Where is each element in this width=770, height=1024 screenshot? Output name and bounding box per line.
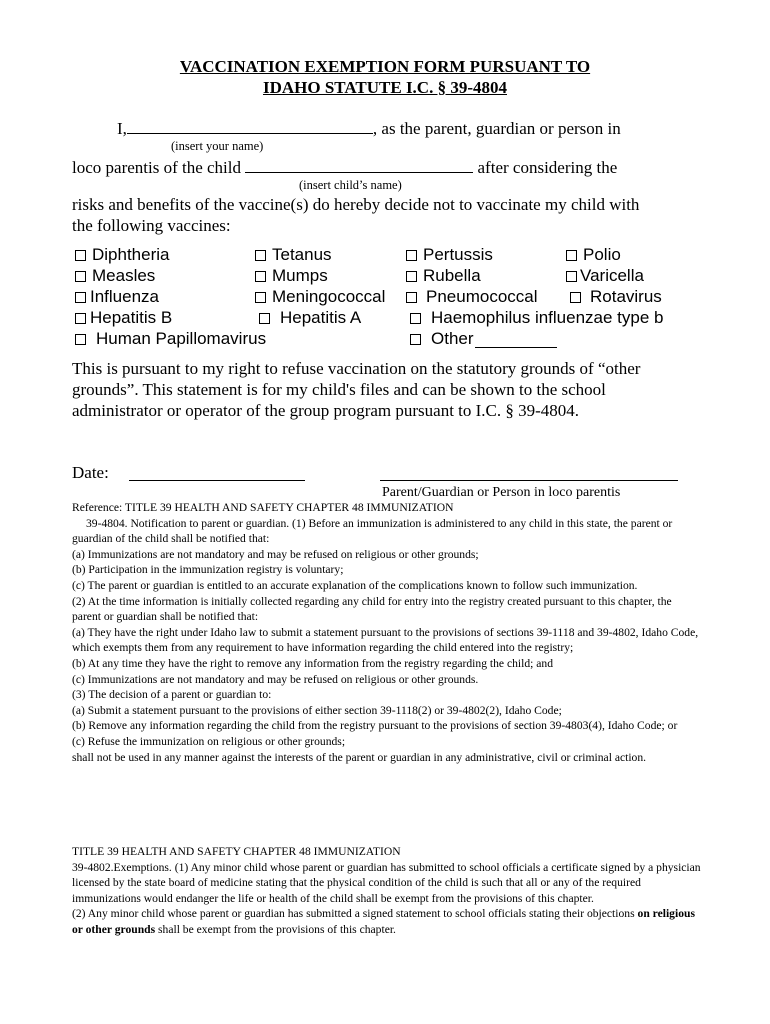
vaccine-option-haemophilus[interactable]: Haemophilus influenzae type b: [410, 308, 663, 328]
reference-section: [72, 500, 702, 765]
vaccine-option-varicella[interactable]: Varicella: [566, 266, 644, 286]
other-vaccine-field[interactable]: [475, 331, 557, 348]
checkbox[interactable]: [410, 313, 421, 324]
reference-item: (3) The decision of a parent or guardian to:: [72, 688, 272, 702]
vaccine-option-hpv[interactable]: Human Papillomavirus: [75, 329, 266, 349]
reference-item: 39-4802.Exemptions. (1) Any minor child whose parent or guardian has submitted to school officials a certificate signed by a physician licensed by the state board of medicine stating that the physical condition of the child is such that all or any of the required immunizations would endanger the life or health of the child shall be exempt from the provisions of this chapter.: [72, 860, 701, 905]
checkbox[interactable]: [255, 271, 266, 282]
parent-name-line: I, , as the parent, guardian or person in: [117, 119, 621, 138]
reference-item: (c) The parent or guardian is entitled to an accurate explanation of the complications known to follow such immunization.: [72, 578, 638, 592]
checkbox[interactable]: [406, 250, 417, 261]
vaccine-option-pneumococcal[interactable]: Pneumococcal: [406, 287, 538, 307]
statement-line3: administrator or operator of the group program pursuant to I.C. § 39-4804.: [72, 401, 580, 420]
vaccine-option-other[interactable]: Other: [410, 329, 557, 349]
reference-item: (a) Immunizations are not mandatory and may be refused on religious or other grounds;: [72, 547, 479, 561]
date-label: Date:: [72, 463, 109, 482]
reference-item: (c) Immunizations are not mandatory and may be refused on religious or other grounds.: [72, 672, 479, 686]
signature-label: Parent/Guardian or Person in loco parentis: [382, 485, 621, 500]
checkbox[interactable]: [255, 292, 266, 303]
checkbox[interactable]: [75, 292, 86, 303]
reference-4804-intro: 39-4804. Notification to parent or guardian. (1) Before an immunization is administered to any child in this state, the parent or guardian of the child shall be notified that:: [72, 516, 673, 546]
signature-field[interactable]: [380, 479, 678, 481]
reference-item: (2) At the time information is initially collected regarding any child for entry into the registry created pursuant to this chapter, the parent or guardian shall be notified that:: [72, 594, 672, 624]
checkbox[interactable]: [566, 271, 577, 282]
child-name-field[interactable]: [245, 157, 473, 173]
reference-item: (b) At any time they have the right to remove any information from the registry regarding the child; and: [72, 656, 553, 670]
checkbox[interactable]: [75, 334, 86, 345]
reference-section-4802: [72, 844, 702, 938]
reference-item: (b) Remove any information regarding the child from the registry pursuant to the provisions of section 39-4803(4), Idaho Code; or: [72, 719, 678, 733]
vaccine-option-hepatitis-a[interactable]: Hepatitis A: [259, 308, 361, 328]
vaccine-option-rubella[interactable]: Rubella: [406, 266, 481, 286]
vaccine-option-meningococcal[interactable]: Meningococcal: [255, 287, 385, 307]
vaccine-option-hepatitis-b[interactable]: Hepatitis B: [75, 308, 172, 328]
vaccine-option-influenza[interactable]: Influenza: [75, 287, 159, 307]
checkbox[interactable]: [570, 292, 581, 303]
child-name-hint: (insert child’s name): [299, 178, 402, 192]
reference-item: (2) Any minor child whose parent or guardian has submitted a signed statement to school officials stating their objections on religious or other grounds shall be exempt from the provisions of this chapter.: [72, 907, 695, 936]
intro-text-line4: the following vaccines:: [72, 216, 231, 235]
vaccine-option-polio[interactable]: Polio: [566, 245, 621, 265]
checkbox[interactable]: [75, 313, 86, 324]
reference-header: Reference: TITLE 39 HEALTH AND SAFETY CHAPTER 48 IMMUNIZATION: [72, 501, 454, 514]
statement-line1: This is pursuant to my right to refuse vaccination on the statutory grounds of “other: [72, 359, 641, 378]
intro-text-line3: risks and benefits of the vaccine(s) do hereby decide not to vaccinate my child with: [72, 195, 640, 214]
reference-item: (a) Submit a statement pursuant to the provisions of either section 39-1118(2) or 39-4802(2), Idaho Code;: [72, 703, 562, 717]
reference-item: (a) They have the right under Idaho law to submit a statement pursuant to the provisions of sections 39-1118 and 39-4802, Idaho Code, which exempts them from any requirement to have information regarding the child entered into the registry;: [72, 625, 699, 655]
checkbox[interactable]: [410, 334, 421, 345]
reference-item: shall not be used in any manner against the interests of the parent or guardian in any administrative, civil or criminal action.: [72, 750, 647, 764]
child-name-line: loco parentis of the child after considering the: [72, 158, 618, 177]
parent-name-hint: (insert your name): [171, 139, 264, 153]
form-title-line2: IDAHO STATUTE I.C. § 39-4804: [262, 78, 507, 97]
reference-item: (b) Participation in the immunization registry is voluntary;: [72, 563, 344, 577]
checkbox[interactable]: [75, 271, 86, 282]
reference-item: (c) Refuse the immunization on religious or other grounds;: [72, 734, 346, 748]
checkbox[interactable]: [406, 292, 417, 303]
checkbox[interactable]: [255, 250, 266, 261]
form-title-line1: VACCINATION EXEMPTION FORM PURSUANT TO: [179, 57, 591, 76]
reference-header-2: TITLE 39 HEALTH AND SAFETY CHAPTER 48 IMMUNIZATION: [72, 845, 401, 858]
vaccine-option-tetanus[interactable]: Tetanus: [255, 245, 332, 265]
vaccine-option-measles[interactable]: Measles: [75, 266, 155, 286]
statement-line2: grounds”. This statement is for my child's files and can be shown to the school: [72, 380, 606, 399]
vaccine-option-mumps[interactable]: Mumps: [255, 266, 328, 286]
checkbox[interactable]: [406, 271, 417, 282]
checkbox[interactable]: [566, 250, 577, 261]
vaccine-option-diphtheria[interactable]: Diphtheria: [75, 245, 170, 265]
vaccine-option-rotavirus[interactable]: Rotavirus: [570, 287, 662, 307]
date-field[interactable]: [129, 479, 305, 481]
vaccine-option-pertussis[interactable]: Pertussis: [406, 245, 493, 265]
checkbox[interactable]: [259, 313, 270, 324]
checkbox[interactable]: [75, 250, 86, 261]
parent-name-field[interactable]: [127, 118, 373, 134]
